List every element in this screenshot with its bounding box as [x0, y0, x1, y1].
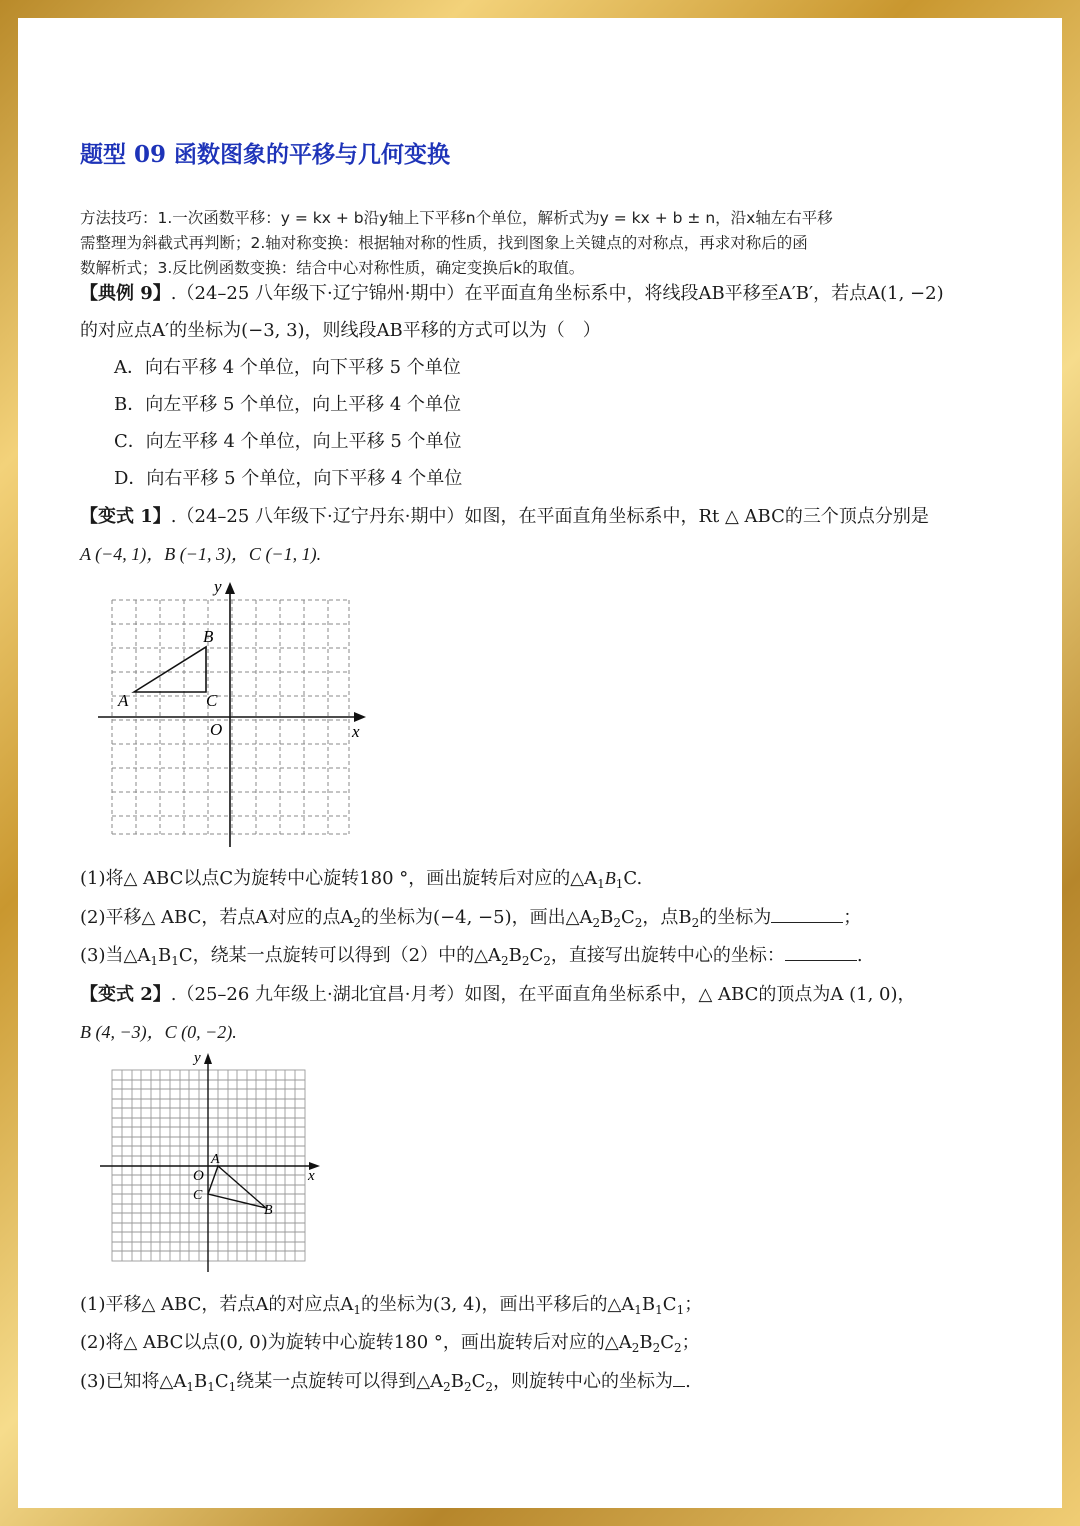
variant2-y-arrow-icon — [204, 1053, 212, 1064]
inline-text: (1)将△ ABC以点C为旋转中心旋转180 °，画出旋转后对应的△A — [80, 868, 598, 889]
example9-line-2: 的对应点A′的坐标为(−3, 3)，则线段AB平移的方式可以为（ ） — [80, 320, 601, 341]
inline-text: 1 — [186, 1380, 194, 1394]
variant2-x-label: x — [308, 1168, 315, 1184]
variant2-tag: 【变式 2】 — [80, 984, 171, 1005]
inline-text: C — [660, 1332, 675, 1353]
variant1-x-label: x — [352, 722, 360, 741]
variant2-coordinate-graph — [94, 1046, 334, 1276]
inline-text: 1 — [207, 1380, 215, 1394]
inline-text: C — [620, 907, 635, 928]
method-line-2: 需整理为斜截式再判断；2.轴对称变换：根据轴对称的性质，找到图象上关键点的对称点，再求对称后的函 — [80, 234, 808, 252]
inline-text: 的坐标为 — [699, 907, 772, 928]
section-title: 题型 09 函数图象的平移与几何变换 — [80, 141, 451, 168]
inline-text: B — [157, 945, 172, 966]
variant1-line-2: A (−4, 1)，B (−1, 3)，C (−1, 1). — [80, 544, 322, 564]
inline-text: ； — [843, 907, 862, 928]
inline-text: ； — [684, 1294, 703, 1315]
variant1-label-c: C — [206, 691, 218, 710]
variant1-label-b: B — [203, 627, 214, 646]
example9-option-b: B．向左平移 5 个单位，向上平移 4 个单位 — [114, 394, 462, 415]
example9-line-1 — [80, 279, 944, 305]
answer-blank[interactable] — [673, 1372, 685, 1387]
inline-text: 2 — [500, 954, 509, 968]
inline-text: 1 — [171, 954, 179, 968]
inline-text: B — [450, 1371, 464, 1392]
inline-text: (3)当△A — [80, 945, 151, 966]
variant2-label-a: A — [211, 1152, 220, 1167]
inline-text: 1 — [634, 1303, 642, 1317]
method-line-1: 方法技巧：1.一次函数平移：y = kx + b沿y轴上下平移n个单位，解析式为y = kx + b ± n，沿x轴左右平移 — [80, 209, 833, 227]
inline-text: B — [639, 1332, 653, 1353]
inline-text: (2)将△ ABC以点(0, 0)为旋转中心旋转180 °，画出旋转后对应的△A — [80, 1332, 632, 1353]
answer-blank[interactable] — [785, 946, 857, 961]
inline-text: ，则旋转中心的坐标为 — [493, 1371, 674, 1392]
inline-text: C — [471, 1371, 486, 1392]
inline-text: ； — [681, 1332, 700, 1353]
variant1-origin-label: O — [210, 720, 223, 739]
inline-text: C — [214, 1371, 229, 1392]
inline-text: (2)平移△ ABC，若点A对应的点A — [80, 907, 354, 928]
method-line-3: 数解析式；3.反比例函数变换：结合中心对称性质，确定变换后k的取值。 — [80, 259, 585, 277]
variant2-label-b: B — [264, 1203, 273, 1218]
example9-tag: 【典例 9】 — [80, 283, 171, 304]
inline-text: 2 — [485, 1380, 494, 1394]
variant1-question-1 — [80, 864, 642, 891]
variant1-question-3 — [80, 941, 863, 968]
inline-text: 2 — [464, 1380, 472, 1394]
inline-text: (1)平移△ ABC，若点A的对应点A — [80, 1294, 354, 1315]
variant1-tag: 【变式 1】 — [80, 506, 171, 527]
inline-text: 1 — [597, 877, 605, 891]
inline-text: 2 — [353, 916, 362, 930]
variant1-coordinate-graph — [90, 572, 380, 852]
example9-option-d: D．向右平移 5 个单位，向下平移 4 个单位 — [114, 468, 463, 489]
inline-text: 的坐标为(−4, −5)，画出△A — [361, 907, 593, 928]
inline-text: 2 — [592, 916, 601, 930]
inline-text: 1 — [150, 954, 158, 968]
variant2-text-1: .（25–26 九年级上·湖北宜昌·月考）如图，在平面直角坐标系中，△ ABC的顶点为A (1, 0)， — [170, 984, 916, 1005]
inline-text: . — [685, 1371, 691, 1392]
inline-text: C — [529, 945, 544, 966]
variant1-x-arrow-icon — [354, 712, 366, 722]
example9-text-1: .（24–25 八年级下·辽宁锦州·期中）在平面直角坐标系中，将线段AB平移至A′B′，若点A(1, −2) — [170, 283, 944, 304]
variant2-question-3 — [80, 1367, 691, 1394]
variant1-text-1: .（24–25 八年级下·辽宁丹东·期中）如图，在平面直角坐标系中，Rt △ ABC的三个顶点分别是 — [170, 506, 929, 527]
example9-option-a: A．向右平移 4 个单位，向下平移 5 个单位 — [114, 357, 461, 378]
inline-text: B — [604, 868, 616, 888]
inline-text: ，直接写出旋转中心的坐标： — [550, 945, 785, 966]
inline-text: 1 — [353, 1303, 362, 1317]
inline-text: B — [641, 1294, 656, 1315]
inline-text: B — [193, 1371, 208, 1392]
variant1-label-a: A — [118, 691, 129, 710]
variant2-origin-label: O — [193, 1168, 204, 1184]
inline-text: 2 — [521, 954, 530, 968]
inline-text: C，绕某一点旋转可以得到（2）中的△A — [178, 945, 501, 966]
inline-text: 2 — [613, 916, 621, 930]
variant1-triangle-abc — [134, 647, 206, 692]
variant1-y-label: y — [214, 577, 222, 596]
inline-text: ，点B — [642, 907, 692, 928]
example9-option-c: C．向左平移 4 个单位，向上平移 5 个单位 — [114, 431, 462, 452]
inline-text: 1 — [655, 1303, 663, 1317]
variant1-y-arrow-icon — [225, 582, 235, 594]
inline-text: 1 — [676, 1303, 685, 1317]
variant2-question-1 — [80, 1290, 702, 1317]
variant2-question-2 — [80, 1328, 700, 1355]
variant2-y-label: y — [194, 1050, 201, 1066]
answer-blank[interactable] — [771, 908, 843, 923]
inline-text: . — [856, 945, 863, 966]
inline-text: 2 — [674, 1341, 682, 1355]
inline-text: 的坐标为(3, 4)，画出平移后的△A — [361, 1294, 635, 1315]
inline-text: 2 — [634, 916, 643, 930]
inline-text: 2 — [631, 1341, 640, 1355]
inline-text: C. — [623, 868, 643, 889]
inline-text: 2 — [443, 1380, 451, 1394]
inline-text: (3)已知将△A — [80, 1371, 187, 1392]
inline-text: 2 — [543, 954, 551, 968]
inline-text: B — [600, 907, 614, 928]
variant2-line-2: B (4, −3)，C (0, −2). — [80, 1022, 237, 1042]
inline-text: 2 — [652, 1341, 661, 1355]
inline-text: 2 — [691, 916, 700, 930]
variant1-line-1 — [80, 502, 929, 528]
variant1-question-2 — [80, 903, 861, 930]
inline-text: C — [662, 1294, 677, 1315]
inline-text: 1 — [615, 877, 624, 891]
inline-text: 绕某一点旋转可以得到△A — [236, 1371, 444, 1392]
inline-text: 1 — [228, 1380, 237, 1394]
inline-text: B — [508, 945, 522, 966]
variant2-label-c: C — [193, 1188, 203, 1203]
variant2-line-1 — [80, 980, 916, 1006]
